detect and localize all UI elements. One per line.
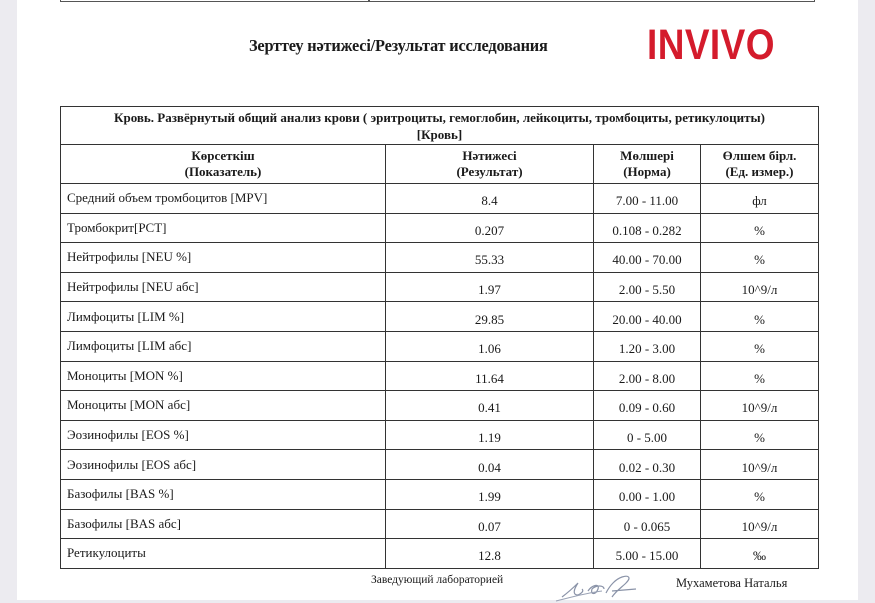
unit: % <box>701 243 819 273</box>
norm-range: 2.00 - 8.00 <box>594 361 701 391</box>
invivo-logo: INVIVO <box>647 21 775 69</box>
result-value: 29.85 <box>386 302 594 332</box>
result-value: 11.64 <box>386 361 594 391</box>
indicator-name: Ретикулоциты <box>61 539 386 569</box>
unit: % <box>701 361 819 391</box>
previous-table-fragment <box>60 0 815 2</box>
result-value: 0.207 <box>386 213 594 243</box>
result-value: 0.07 <box>386 509 594 539</box>
table-row <box>61 302 819 332</box>
norm-range: 7.00 - 11.00 <box>594 184 701 214</box>
table-row <box>61 479 819 509</box>
column-header-line1: Нәтижесі <box>462 148 517 163</box>
indicator-name: Тромбокрит[PCT] <box>61 213 386 243</box>
column-header-unit <box>701 145 819 184</box>
table-title-row <box>61 107 819 145</box>
unit: 10^9/л <box>701 509 819 539</box>
table-row <box>61 391 819 421</box>
unit: % <box>701 479 819 509</box>
indicator-name: Моноциты [MON абс] <box>61 391 386 421</box>
indicator-name: Базофилы [BAS абс] <box>61 509 386 539</box>
table-row <box>61 272 819 302</box>
column-header-line1: Көрсеткіш <box>191 148 255 163</box>
norm-range: 0.108 - 0.282 <box>594 213 701 243</box>
norm-range: 0.02 - 0.30 <box>594 450 701 480</box>
results-table <box>60 106 819 569</box>
table-title-line1: Кровь. Развёрнутый общий анализ крови ( эритроциты, гемоглобин, лейкоциты, тромбоциты, ретикулоциты) <box>114 109 765 125</box>
norm-range: 0.00 - 1.00 <box>594 479 701 509</box>
norm-range: 20.00 - 40.00 <box>594 302 701 332</box>
page-title: Зерттеу нәтижесі/Результат исследования <box>249 36 548 55</box>
column-header-indicator <box>61 145 386 184</box>
unit: 10^9/л <box>701 450 819 480</box>
indicator-name: Эозинофилы [EOS абс] <box>61 450 386 480</box>
column-header-result <box>386 145 594 184</box>
column-divider <box>368 0 370 1</box>
indicator-name: Лимфоциты [LIM %] <box>61 302 386 332</box>
table-title-line2: [Кровь] <box>416 126 463 142</box>
norm-range: 1.20 - 3.00 <box>594 331 701 361</box>
signatory-role: Заведующий лабораторией <box>371 574 504 586</box>
indicator-name: Моноциты [MON %] <box>61 361 386 391</box>
unit: % <box>701 213 819 243</box>
unit: 10^9/л <box>701 272 819 302</box>
table-row <box>61 213 819 243</box>
unit: % <box>701 331 819 361</box>
column-header-line2: (Результат) <box>456 164 523 179</box>
document-page <box>17 0 858 600</box>
column-header-line2: (Ед. измер.) <box>725 164 794 179</box>
result-value: 0.41 <box>386 391 594 421</box>
result-value: 55.33 <box>386 243 594 273</box>
result-value: 1.97 <box>386 272 594 302</box>
table-row <box>61 450 819 480</box>
unit: ‰ <box>701 539 819 569</box>
indicator-name: Нейтрофилы [NEU абс] <box>61 272 386 302</box>
table-row <box>61 509 819 539</box>
unit: % <box>701 302 819 332</box>
indicator-name: Нейтрофилы [NEU %] <box>61 243 386 273</box>
result-value: 1.06 <box>386 331 594 361</box>
table-row <box>61 243 819 273</box>
table-row <box>61 420 819 450</box>
unit: % <box>701 420 819 450</box>
norm-range: 0 - 5.00 <box>594 420 701 450</box>
table-title <box>61 107 819 145</box>
table-row <box>61 361 819 391</box>
signature-icon <box>552 571 662 603</box>
indicator-name: Лимфоциты [LIM абс] <box>61 331 386 361</box>
indicator-name: Средний объем тромбоцитов [MPV] <box>61 184 386 214</box>
norm-range: 0.09 - 0.60 <box>594 391 701 421</box>
result-value: 8.4 <box>386 184 594 214</box>
table-header-row <box>61 145 819 184</box>
column-header-line2: (Норма) <box>623 164 671 179</box>
table-row <box>61 539 819 569</box>
indicator-name: Эозинофилы [EOS %] <box>61 420 386 450</box>
result-value: 12.8 <box>386 539 594 569</box>
norm-range: 0 - 0.065 <box>594 509 701 539</box>
result-value: 0.04 <box>386 450 594 480</box>
indicator-name: Базофилы [BAS %] <box>61 479 386 509</box>
result-value: 1.19 <box>386 420 594 450</box>
table-row <box>61 184 819 214</box>
unit: 10^9/л <box>701 391 819 421</box>
result-value: 1.99 <box>386 479 594 509</box>
column-header-line1: Мөлшері <box>620 148 674 163</box>
norm-range: 5.00 - 15.00 <box>594 539 701 569</box>
signatory-name: Мухаметова Наталья <box>676 576 788 590</box>
norm-range: 2.00 - 5.50 <box>594 272 701 302</box>
norm-range: 40.00 - 70.00 <box>594 243 701 273</box>
column-header-line1: Өлшем бірл. <box>722 148 797 163</box>
column-header-norm <box>594 145 701 184</box>
column-header-line2: (Показатель) <box>184 164 262 179</box>
unit: фл <box>701 184 819 214</box>
table-row <box>61 331 819 361</box>
